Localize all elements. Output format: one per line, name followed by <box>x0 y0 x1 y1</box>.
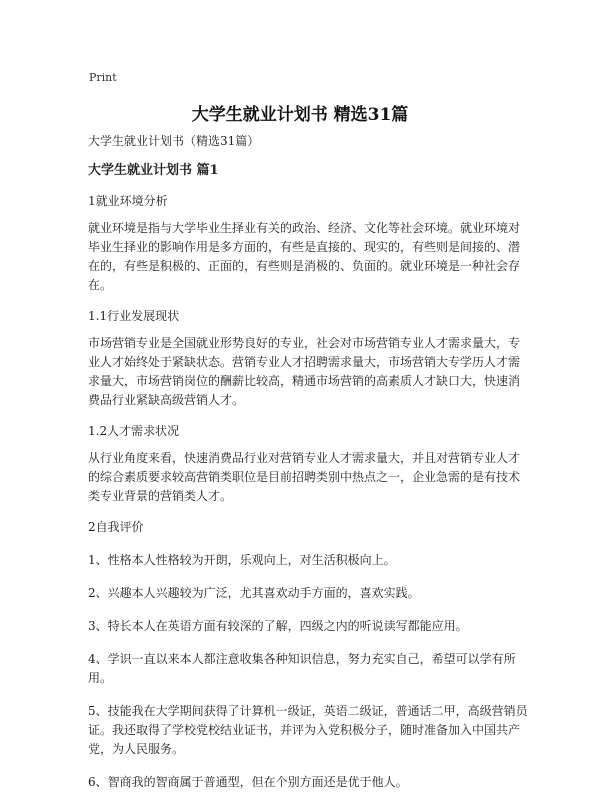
list-item: 6、智商我的智商属于普通型，但在个别方面还是优于他人。 <box>88 775 408 789</box>
list-item: 4、学识一直以来本人都注意收集各种知识信息，努力充实自己，希望可以学有所用。 <box>88 652 516 685</box>
list-item: 5、技能我在大学期间获得了计算机一级证，英语二级证，普通话二甲，高级营销员证。我还取得了学校党校结业证书，并评为入党积极分子，随时准备加入中国共产党，为人民服务。 <box>88 704 528 756</box>
list-item: 3、特长本人在英语方面有较深的了解，四级之内的听说读写都能应用。 <box>88 619 468 633</box>
list-item: 2、兴趣本人兴趣较为广泛，尤其喜欢动手方面的，喜欢实践。 <box>88 586 420 600</box>
paragraph-employment-environment: 就业环境是指与大学毕业生择业有关的政治、经济、文化等社会环境。就业环境对毕业生择业的影响作用是多方面的，有些是直接的、现实的，有些则是间接的、潜在的，有些是积极的、正面的，有些则是消极的、负面的。就业环境是一种社会存在。 <box>88 221 521 292</box>
document-body <box>88 132 528 792</box>
heading-self-evaluation: 2自我评价 <box>88 520 144 534</box>
document-subtitle: 大学生就业计划书（精选31篇） <box>88 134 260 148</box>
paragraph-talent-demand: 从行业角度来看，快速消费品行业对营销专业人才需求量大，并且对营销专业人才的综合素质要求较高营销类职位是目前招聘类别中热点之一，企业急需的是有技术类专业背景的营销类人才。 <box>88 451 521 503</box>
heading-industry-status: 1.1行业发展现状 <box>88 309 180 323</box>
list-item: 1、性格本人性格较为开朗，乐观向上，对生活积极向上。 <box>88 553 396 567</box>
heading-employment-environment: 1就业环境分析 <box>88 194 168 208</box>
paragraph-industry-status: 市场营销专业是全国就业形势良好的专业，社会对市场营销专业人才需求量大，专业人才始终处于紧缺状态。营销专业人才招聘需求量大，市场营销大专学历人才需求量大，市场营销岗位的酬薪比较高，精通市场营销的高素质人才缺口大，快速消费品行业紧缺高级营销人才。 <box>88 336 521 407</box>
heading-talent-demand: 1.2人才需求状况 <box>88 424 180 438</box>
print-label: Print <box>89 71 117 84</box>
section-heading: 大学生就业计划书 篇1 <box>88 163 219 178</box>
page-title: 大学生就业计划书 精选31篇 <box>191 105 409 125</box>
